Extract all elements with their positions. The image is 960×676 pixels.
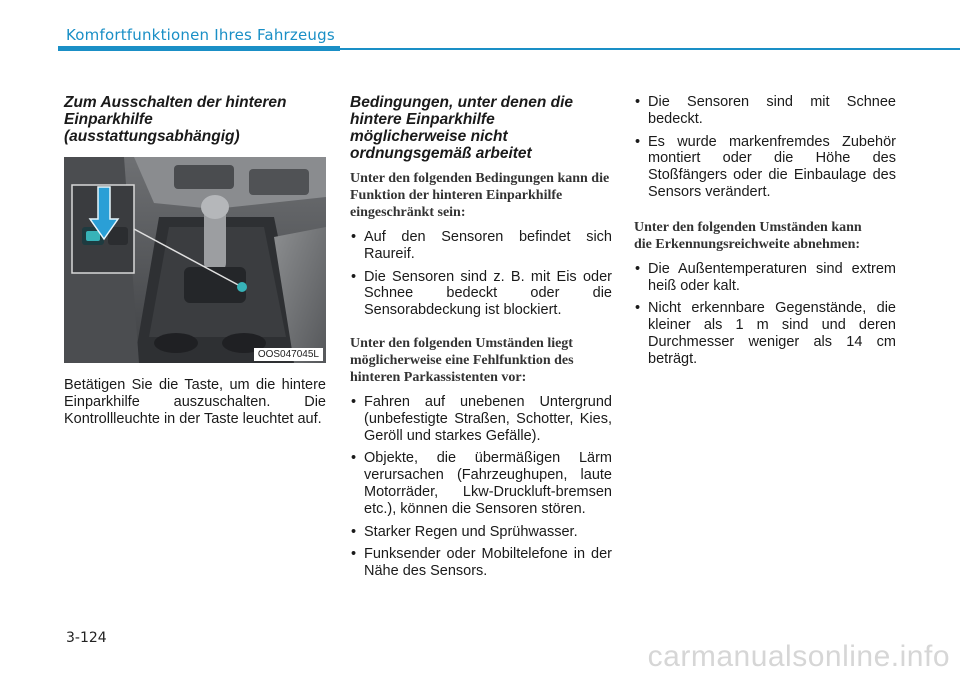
column-right [634, 94, 896, 384]
list-item: • Nicht erkennbare Gegenstände, die kleiner als 1 m sind und deren Durchmesser weniger als 14 cm beträgt. [634, 300, 896, 367]
column-left [64, 94, 326, 427]
heading-rear-parking-off: Zum Ausschalten der hinteren Einparkhilfe (ausstattungsabhängig) [64, 94, 287, 145]
list-limited-function [350, 229, 612, 319]
list-item: • Objekte, die übermäßigen Lärm verursachen (Fahrzeughupen, laute Motorräder, Lkw-Druckluft-bremsen etc.), können die Sensoren stören. [350, 450, 612, 517]
section-title: Komfortfunktionen Ihres Fahrzeugs [66, 26, 335, 44]
image-caption: OOS047045L [254, 348, 323, 361]
list-detection-range [634, 261, 896, 368]
console-photo [64, 157, 326, 363]
list-malfunction [350, 394, 612, 580]
header-rule [340, 48, 960, 50]
list-item: • Starker Regen und Sprühwasser. [350, 524, 612, 541]
page-number: 3-124 [66, 630, 107, 646]
subheading-malfunction: Unter den folgenden Umständen liegt möglicherweise eine Fehlfunktion des hinteren Parkassistenten vor: [350, 335, 574, 385]
list-item: • Die Außentemperaturen sind extrem heiß oder kalt. [634, 261, 896, 295]
list-item: • Auf den Sensoren befindet sich Raureif. [350, 229, 612, 263]
watermark: carmanualsonline.info [647, 640, 950, 673]
subheading-limited-function: Unter den folgenden Bedingungen kann die Funktion der hinteren Einparkhilfe eingeschränkt sein: [350, 171, 610, 220]
list-item: • Die Sensoren sind mit Schnee bedeckt. [634, 94, 896, 128]
column-middle [350, 94, 612, 596]
list-continued [634, 94, 896, 201]
list-item: • Die Sensoren sind z. B. mit Eis oder Schnee bedeckt oder die Sensorabdeckung ist blockiert. [350, 269, 612, 319]
subheading-detection-range: Unter den folgenden Umständen kann die Erkennungsreichweite abnehmen: [634, 219, 862, 252]
list-item: • Es wurde markenfremdes Zubehör montiert oder die Höhe des Stoßfängers oder die Einbaulage des Sensors verändert. [634, 134, 896, 201]
list-item: • Funksender oder Mobiltelefone in der Nähe des Sensors. [350, 546, 612, 580]
header-rule-accent [58, 46, 340, 51]
list-item: • Fahren auf unebenen Untergrund (unbefestigte Straßen, Schotter, Kies, Geröll und starkes Gefälle). [350, 394, 612, 444]
console-illustration [64, 157, 326, 363]
heading-conditions: Bedingungen, unter denen die hintere Einparkhilfe möglicherweise nicht ordnungsgemäß arbeitet [350, 94, 574, 162]
instruction-text: Betätigen Sie die Taste, um die hintere Einparkhilfe auszuschalten. Die Kontrollleuchte in der Taste leuchtet auf. [64, 377, 326, 427]
